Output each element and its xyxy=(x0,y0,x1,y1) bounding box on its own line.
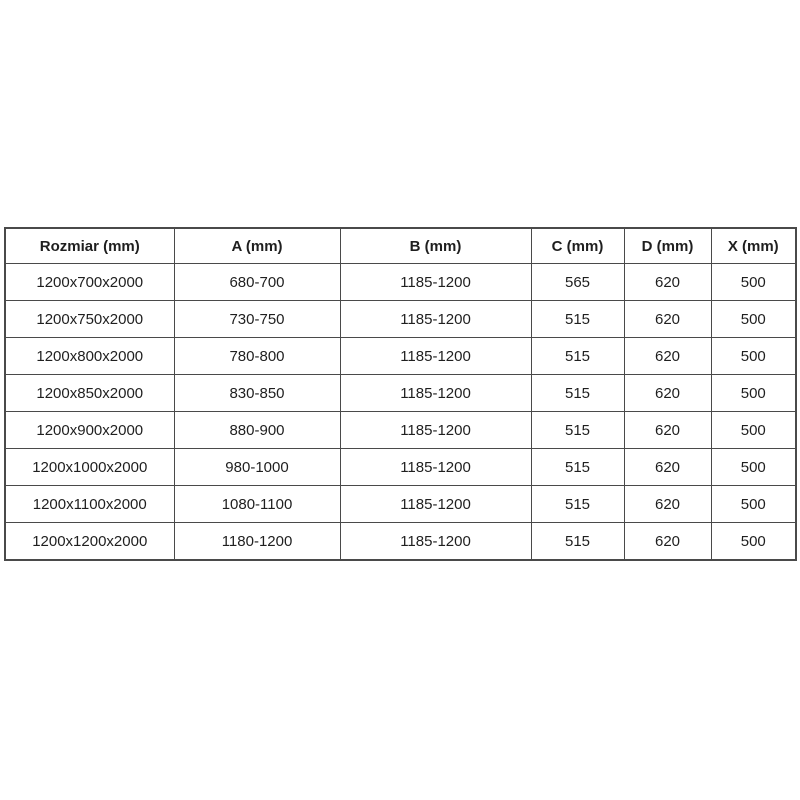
table-cell: 1185-1200 xyxy=(340,412,531,449)
column-header-x: X (mm) xyxy=(711,228,796,264)
table-cell: 500 xyxy=(711,338,796,375)
table-row xyxy=(5,338,796,375)
table-cell: 515 xyxy=(531,486,624,523)
table-header xyxy=(5,228,796,264)
table-cell: 830-850 xyxy=(174,375,340,412)
table-cell: 780-800 xyxy=(174,338,340,375)
table-cell: 1185-1200 xyxy=(340,449,531,486)
table-cell: 1200x1000x2000 xyxy=(5,449,174,486)
table-cell: 620 xyxy=(624,412,711,449)
table-cell: 1200x800x2000 xyxy=(5,338,174,375)
table-cell: 1185-1200 xyxy=(340,375,531,412)
header-row xyxy=(5,228,796,264)
table-cell: 515 xyxy=(531,412,624,449)
size-table-container xyxy=(4,227,797,561)
table-row xyxy=(5,449,796,486)
column-header-c: C (mm) xyxy=(531,228,624,264)
table-cell: 515 xyxy=(531,301,624,338)
table-row xyxy=(5,486,796,523)
table-cell: 1200x750x2000 xyxy=(5,301,174,338)
table-cell: 515 xyxy=(531,523,624,561)
table-cell: 515 xyxy=(531,449,624,486)
table-cell: 500 xyxy=(711,523,796,561)
table-cell: 1185-1200 xyxy=(340,523,531,561)
table-cell: 565 xyxy=(531,264,624,301)
table-cell: 1200x850x2000 xyxy=(5,375,174,412)
table-cell: 500 xyxy=(711,301,796,338)
table-cell: 620 xyxy=(624,338,711,375)
table-cell: 620 xyxy=(624,449,711,486)
table-row xyxy=(5,375,796,412)
column-header-b: B (mm) xyxy=(340,228,531,264)
table-cell: 1185-1200 xyxy=(340,264,531,301)
table-cell: 620 xyxy=(624,264,711,301)
table-cell: 1200x1100x2000 xyxy=(5,486,174,523)
size-spec-table xyxy=(4,227,797,561)
table-cell: 620 xyxy=(624,486,711,523)
column-header-a: A (mm) xyxy=(174,228,340,264)
table-cell: 500 xyxy=(711,412,796,449)
table-cell: 1200x700x2000 xyxy=(5,264,174,301)
table-cell: 515 xyxy=(531,375,624,412)
table-cell: 730-750 xyxy=(174,301,340,338)
table-cell: 1200x1200x2000 xyxy=(5,523,174,561)
table-row xyxy=(5,412,796,449)
table-cell: 1185-1200 xyxy=(340,486,531,523)
table-cell: 620 xyxy=(624,523,711,561)
table-row xyxy=(5,301,796,338)
table-cell: 500 xyxy=(711,375,796,412)
table-row xyxy=(5,523,796,561)
column-header-rozmiar: Rozmiar (mm) xyxy=(5,228,174,264)
table-cell: 500 xyxy=(711,449,796,486)
table-cell: 1080-1100 xyxy=(174,486,340,523)
table-cell: 980-1000 xyxy=(174,449,340,486)
table-row xyxy=(5,264,796,301)
table-cell: 620 xyxy=(624,301,711,338)
table-cell: 515 xyxy=(531,338,624,375)
table-cell: 1180-1200 xyxy=(174,523,340,561)
table-cell: 1200x900x2000 xyxy=(5,412,174,449)
table-cell: 680-700 xyxy=(174,264,340,301)
table-cell: 880-900 xyxy=(174,412,340,449)
table-cell: 620 xyxy=(624,375,711,412)
table-cell: 1185-1200 xyxy=(340,301,531,338)
table-cell: 500 xyxy=(711,486,796,523)
column-header-d: D (mm) xyxy=(624,228,711,264)
table-body xyxy=(5,264,796,561)
table-cell: 500 xyxy=(711,264,796,301)
table-cell: 1185-1200 xyxy=(340,338,531,375)
